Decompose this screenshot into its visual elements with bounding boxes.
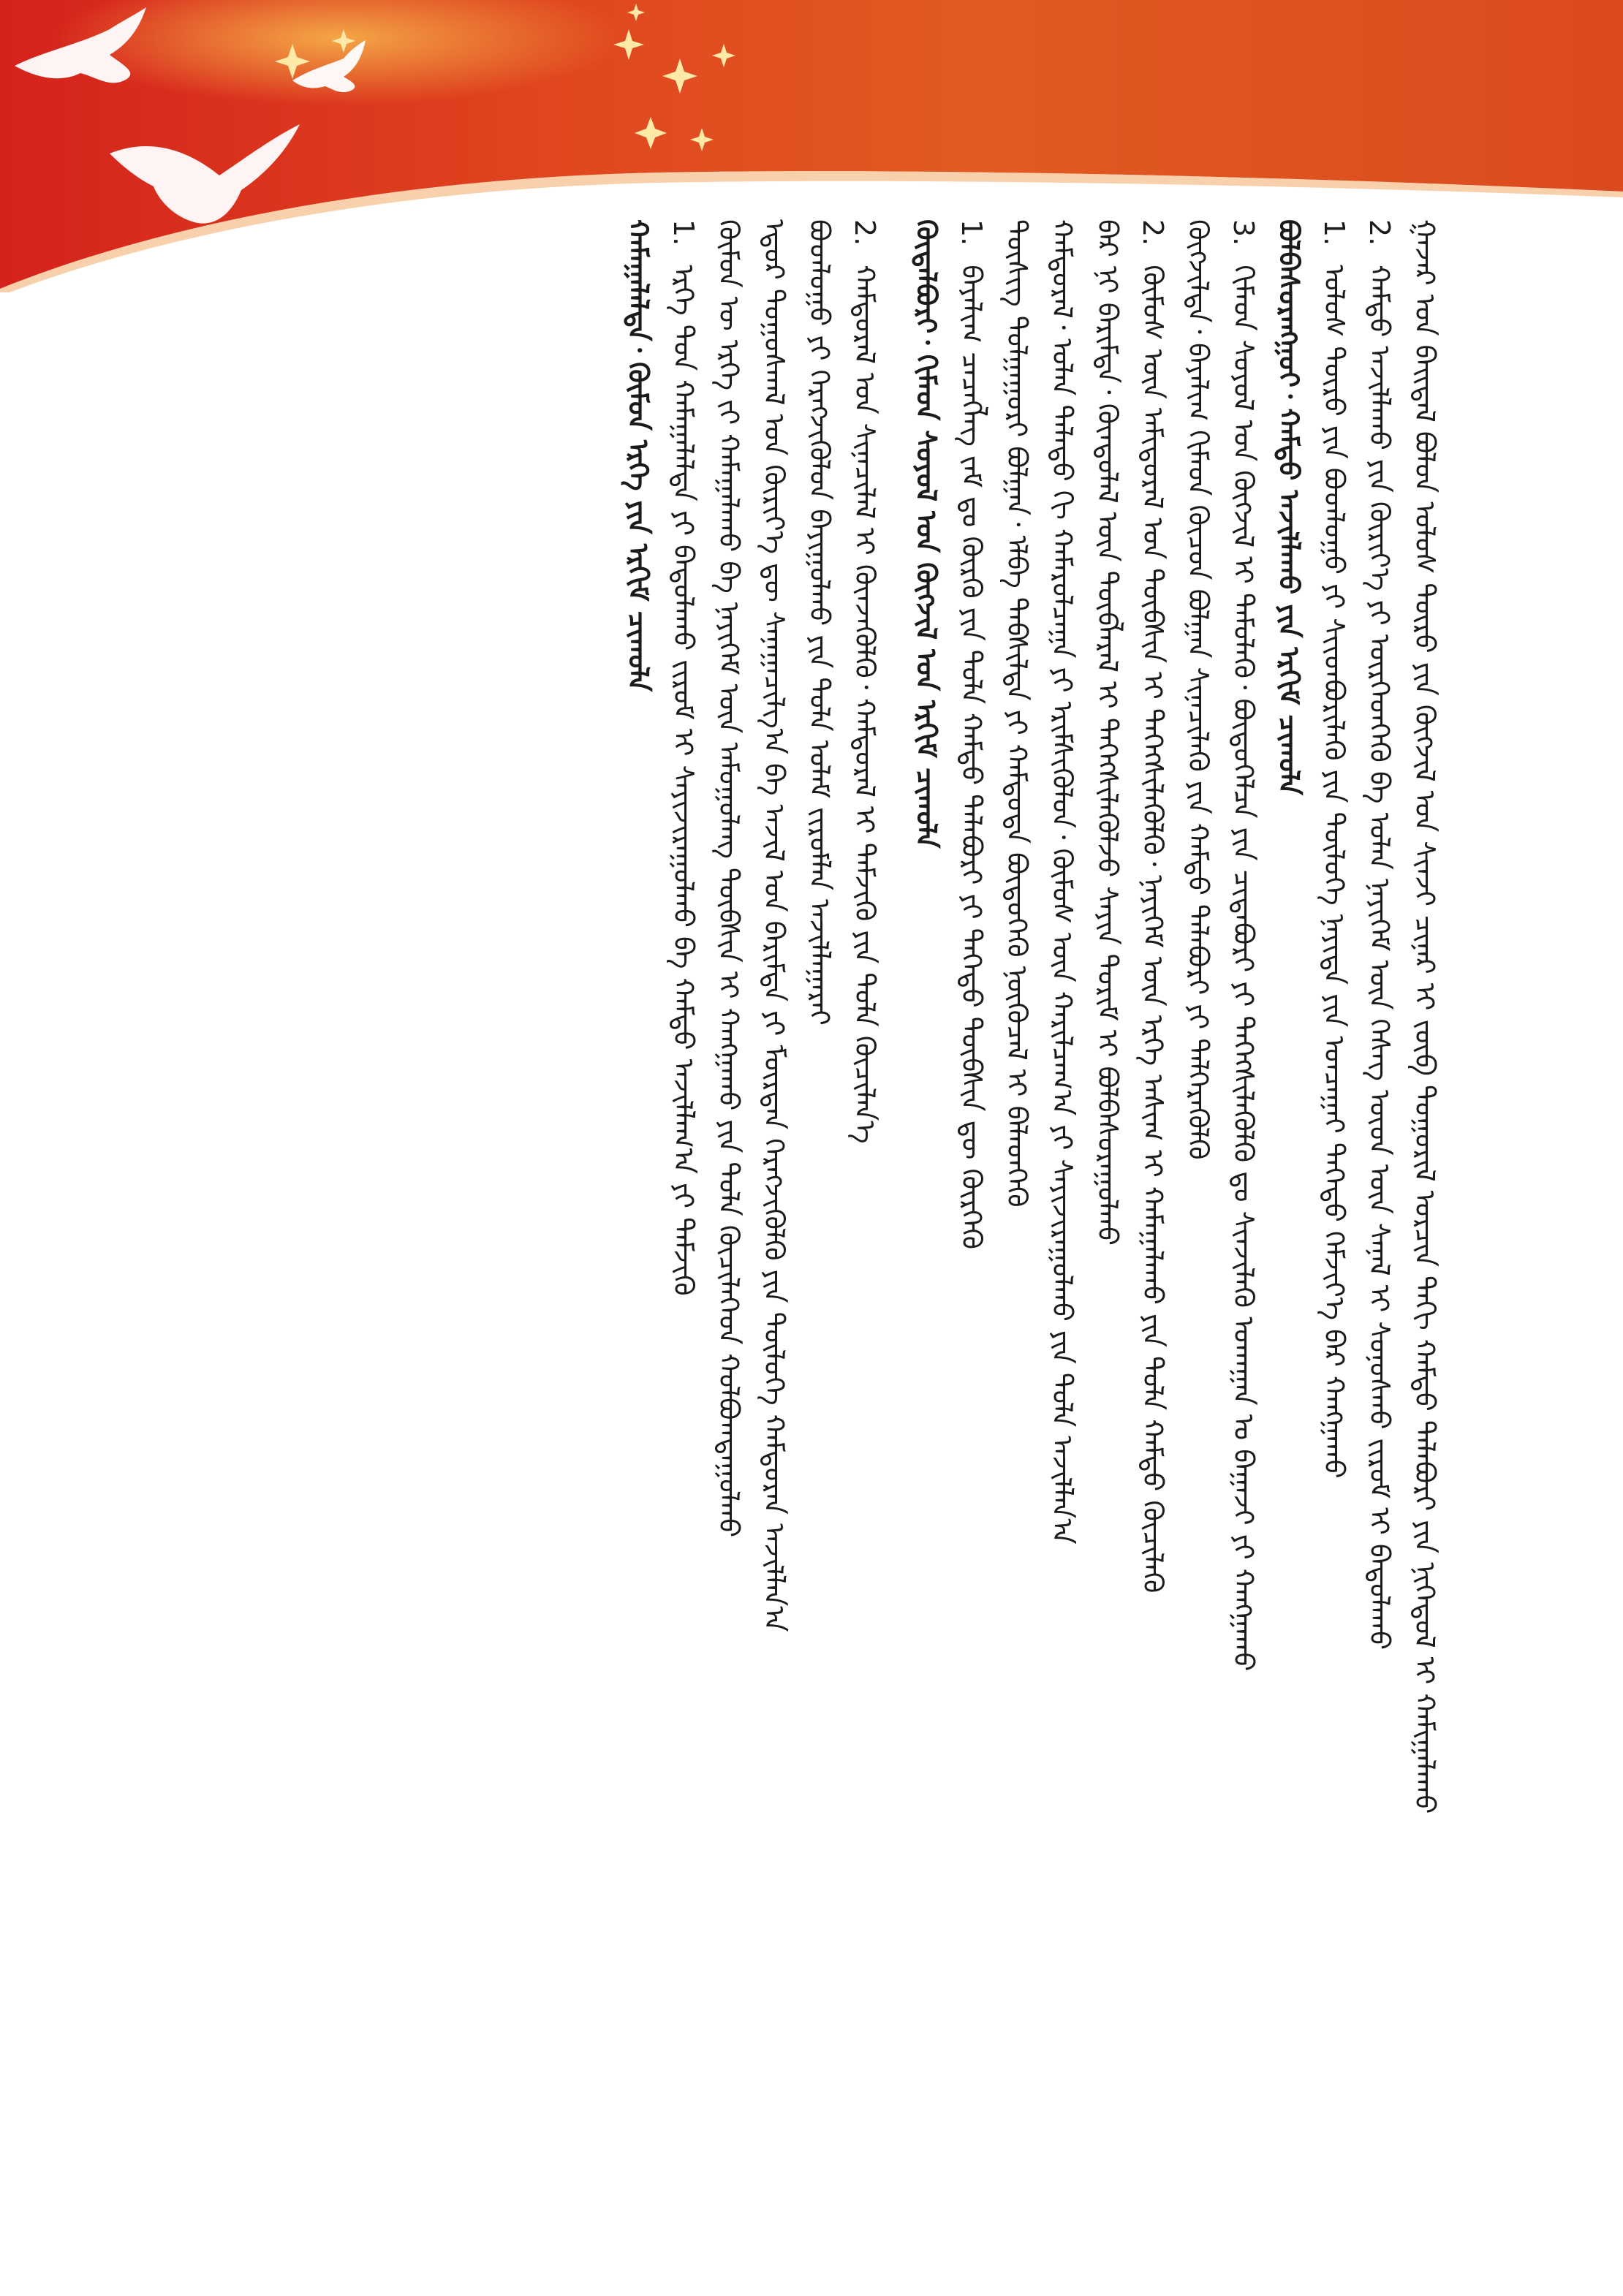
text-column	[949, 219, 994, 2120]
column-text: ᠡᠳ᠋ᠦᠷ ᠲᠤᠭᠤᠰᠭᠠᠯ ᠤᠨ ᠬᠦᠷᠢᠶ᠎ᠡ ᠳᠦ ᠰᠠᠨᠠᠭᠠᠴᠢᠯᠭ᠎ᠠ ᠪᠠ ᠠᠵᠢᠯ ᠤᠨ ᠪᠠᠷᠢᠮᠲᠠ ᠶᠢ ᠮᠥᠷᠳᠡᠨ ᠬᠡᠷᠡᠭᠵᠢᠭᠦᠯᠬᠦ ᠶᠢᠨ ᠲᠥᠯᠦᠭᠡ ᠬᠠᠮᠲᠤᠷᠠᠨ ᠠᠵᠢᠯᠯᠠᠨ᠎ᠠ	[758, 219, 790, 1632]
text-column	[661, 219, 706, 2120]
column-text: ᠬᠦᠮᠦᠰ ᠦᠨ ᠠᠮᠢᠳᠤᠷᠠᠯ ᠤᠨ ᠲᠦᠪᠰᠢᠨ ᠢ ᠳᠡᠭᠡᠭᠰᠢᠯᠡᠭᠦᠯᠬᠦ᠂ ᠨᠡᠶᠢᠭᠡᠮ ᠦᠨ ᠡᠷᠬᠡ ᠠᠰᠢᠭ ᠢ ᠬᠠᠮᠠᠭᠠᠯᠠᠬᠤ ᠶᠢᠨ ᠲᠤᠯᠠ ᠬᠠᠮᠲᠤ ᠬᠦᠴᠢᠯᠡᠬᠦ	[1137, 265, 1169, 1594]
column-text: ᠬᠠᠮᠲᠤᠷᠠᠯ᠂ ᠣᠯᠠᠨ ᠲᠠᠯᠠᠲᠤ ᠭᠢ ᠬᠠᠮᠠᠷᠤᠯᠴᠠᠭᠠ ᠶᠢ ᠡᠷᠢᠮᠰᠢᠭᠦᠯᠦᠨ᠂ ᠬᠦᠮᠦᠰ ᠦᠨ ᠬᠠᠷᠢᠯᠴᠠᠭ᠎ᠠ ᠶᠢ ᠰᠠᠶᠢᠵᠢᠷᠠᠭᠤᠯᠬᠤ ᠶᠢᠨ ᠲᠤᠯᠠ ᠠᠵᠢᠯᠯᠠᠨ᠎ᠠ	[1046, 219, 1078, 1545]
column-text: ᠪᠣᠯᠪᠠᠰᠤᠷᠠᠩᠭᠤᠢ᠂ ᠬᠠᠮᠲᠤ ᠠᠵᠢᠯᠯᠠᠬᠤ ᠶᠢᠨ ᠡᠷᠬᠢᠮ ᠴᠢᠬᠤᠯᠠ	[1273, 219, 1305, 795]
text-column	[1312, 219, 1357, 2120]
text-column	[1130, 219, 1176, 2120]
item-number: 1.	[667, 219, 700, 246]
section-heading	[904, 219, 949, 2120]
text-column	[1176, 219, 1221, 2120]
column-text: ᠭᠠᠵᠠᠷ ᠤᠨ ᠪᠠᠢᠳᠠᠯ ᠪᠣᠯᠣᠨ ᠤᠯᠤᠰ ᠲᠥᠷᠦ ᠶᠢᠨ ᠬᠥᠭᠵᠢᠯ ᠤᠨ ᠰᠢᠨᠵᠢ ᠴᠢᠨᠠᠷ ᠢ ᠵᠥᠪ ᠲᠣᠭᠣᠷᠢᠯ ᠣᠷᠴᠢᠨ ᠳᠠᠬᠢ ᠬᠠᠮᠲᠤ ᠲᠠᠯᠠᠪᠤᠷᠢ ᠶᠢᠨ ᠨᠢᠭᠡᠳᠦᠯ ᠢ ᠬᠠᠮᠢᠭᠠᠯᠠᠬᠤ	[1409, 219, 1441, 1814]
column-text: ᠪᠡᠷ ᠨᠢ ᠪᠠᠷᠢᠮᠲᠠ᠂ ᠬᠦᠨᠳᠦᠯᠡᠯ ᠦᠨ ᠲᠥᠪᠯᠡᠷᠡᠯ ᠢ ᠳᠡᠭᠡᠭᠰᠢᠯᠡᠭᠦᠯᠵᠦ ᠰᠠᠶᠢᠨ ᠲᠣᠷᠢᠮ ᠢ ᠪᠣᠯᠪᠠᠰᠤᠷᠠᠭᠤᠯᠬᠤ	[1092, 219, 1124, 1246]
text-column	[752, 219, 797, 2120]
item-number: 2.	[1363, 219, 1396, 246]
item-number: 1.	[956, 219, 988, 246]
column-text: ᠪᠣᠳᠯᠣᠭᠣ ᠶᠢ ᠬᠡᠷᠡᠭᠵᠢᠭᠦᠯᠦᠨ ᠪᠠᠶᠢᠭᠤᠯᠬᠤ ᠶᠢᠨ ᠲᠤᠯᠠ ᠤᠯᠠᠮ ᠵᠢᠷᠤᠮᠯᠠᠨ ᠠᠵᠢᠯᠯᠠᠭᠠᠷᠠᠢ	[803, 219, 836, 1026]
text-column	[842, 219, 888, 2120]
column-text: ᠡᠷᠬᠡ ᠳᠤᠨ ᠬᠠᠮᠠᠭᠠᠯᠠᠯᠲᠠ ᠶᠢ ᠪᠠᠲᠤᠯᠠᠬᠤ ᠵᠢᠷᠤᠮ ᠢ ᠰᠠᠶᠢᠵᠢᠷᠠᠭᠤᠯᠬᠤ ᠪᠠ ᠬᠠᠮᠲᠤ ᠠᠵᠢᠯᠯᠠᠭ᠎ᠠ ᠶᠢ ᠳᠡᠮᠵᠢᠬᠦ	[667, 265, 700, 1296]
column-text: ᠬᠢᠮᠠᠳ ᠰᠣᠶᠣᠯ ᠤᠨ ᠬᠥᠭᠵᠢᠯ ᠢ ᠲᠡᠮᠦᠯᠡᠬᠦ᠂ ᠪᠦᠲᠦᠭᠡᠯᠴᠡ ᠶᠢᠨ ᠴᠢᠳᠠᠪᠤᠷᠢ ᠶᠢ ᠳᠡᠭᠡᠭᠰᠢᠯᠡᠭᠦᠯᠬᠦ ᠳᠤ ᠰᠢᠨᠵᠢᠯᠡᠬᠦ ᠤᠬᠠᠭᠠᠨ ᠤ ᠪᠠᠭᠠᠵᠢ ᠶᠢ ᠬᠠᠩᠭᠠᠬᠤ	[1227, 265, 1260, 1672]
column-text: ᠬᠥᠭᠵᠢᠯᠲᠡ᠂ ᠪᠠᠶᠠᠯᠢᠭ ᠬᠢᠮᠠᠳ ᠬᠦᠴᠦᠨ ᠪᠣᠯᠭᠠᠨ ᠰᠢᠨᠡᠴᠢᠯᠡᠬᠦ ᠶᠢᠨ ᠬᠠᠮᠲᠤ ᠲᠠᠯᠠᠪᠤᠷᠢ ᠶᠢ ᠳᠡᠯᠭᠡᠷᠡᠭᠦᠯᠬᠦ	[1182, 219, 1214, 1160]
vertical-text-body	[205, 219, 1448, 2120]
item-number: 2.	[849, 219, 881, 246]
column-text: ᠬᠠᠮᠲᠤᠷᠠᠯ ᠤᠨ ᠰᠢᠨᠡᠴᠢᠯᠡᠯ ᠢ ᠭᠦᠨᠵᠡᠭᠦᠯᠬᠦ᠂ ᠬᠠᠮᠲᠤᠷᠠᠯ ᠢ ᠳᠡᠮᠵᠢᠬᠦ ᠶᠢᠨ ᠲᠤᠯᠠ ᠬᠦᠴᠢᠯᠡᠨ᠎ᠡ	[849, 265, 881, 1144]
item-number: 1.	[1318, 219, 1350, 246]
column-text: ᠬᠦᠳᠡᠯᠪᠦᠷᠢ᠂ ᠬᠢᠮᠠᠳ ᠰᠣᠶᠣᠯ ᠤᠨ ᠬᠥᠭᠵᠢᠯ ᠤᠨ ᠡᠷᠬᠢᠮ ᠴᠢᠬᠤᠯᠠ	[910, 219, 942, 849]
column-text: ᠤᠯᠤᠰ ᠲᠥᠷᠦ ᠶᠢᠨ ᠪᠣᠳᠯᠣᠭᠣ ᠶᠢ ᠰᠢᠢᠳᠪᠦᠷᠢᠯᠡᠬᠦ ᠶᠢᠨ ᠲᠥᠯᠦᠭᠡ ᠨᠡᠶᠢᠲᠡ ᠶᠢᠨ ᠤᠨᠴᠠᠭᠠᠢ ᠳᠡᠭᠡᠳᠦ ᠬᠡᠮᠵᠢᠶ᠎ᠡ ᠪᠡᠷ ᠬᠠᠩᠭᠠᠬᠤ	[1318, 265, 1350, 1479]
text-column	[1085, 219, 1130, 2120]
section-heading	[1266, 219, 1312, 2120]
item-number: 3.	[1227, 219, 1260, 246]
text-column	[994, 219, 1040, 2120]
text-column	[1221, 219, 1266, 2120]
text-column	[1357, 219, 1402, 2120]
item-number: 2.	[1137, 219, 1169, 246]
text-column	[1402, 219, 1448, 2120]
text-column	[797, 219, 842, 2120]
column-text: ᠬᠠᠮᠲᠤ ᠠᠵᠢᠯᠯᠠᠬᠤ ᠶᠢᠨ ᠬᠦᠷᠢᠶ᠎ᠡ ᠶᠢ ᠥᠷᠭᠡᠳᠭᠡᠬᠦ ᠪᠠ ᠣᠯᠠᠨ ᠨᠡᠶᠢᠭᠡᠮ ᠦᠨ ᠬᠡᠰᠡᠭ ᠦᠳ ᠦᠨ ᠰᠠᠨᠠᠯ ᠢ ᠰᠣᠨᠣᠰᠬᠤ ᠵᠢᠷᠤᠮ ᠢ ᠪᠠᠲᠤᠯᠠᠬᠤ	[1363, 265, 1396, 1651]
column-text: ᠬᠠᠮᠠᠭᠠᠯᠠᠯᠲᠠ᠂ ᠬᠦᠮᠦᠨ ᠡᠷᠬᠡ ᠶᠢᠨ ᠡᠷᠬᠢᠮ ᠴᠢᠬᠤᠯᠠ	[622, 219, 654, 692]
text-column	[1040, 219, 1085, 2120]
column-text: ᠪᠠᠶᠠᠯᠢᠭ ᠴᠡᠴᠡᠭᠯᠡᠭ ᠵᠠᠮ ᠳᠤ ᠬᠦᠷᠬᠦ ᠶᠢᠨ ᠲᠤᠯᠠ ᠬᠠᠮᠲᠤ ᠲᠠᠯᠠᠪᠤᠷᠢ ᠶᠢ ᠳᠡᠭᠡᠳᠦ ᠲᠦᠪᠰᠢᠨ ᠳᠦ ᠬᠦᠷᠭᠡᠬᠦ	[956, 265, 988, 1250]
column-text: ᠬᠦᠮᠦᠨ ᠦ ᠡᠷᠬᠡ ᠵᠢ ᠬᠠᠮᠠᠭᠠᠯᠠᠬᠤ ᠪᠠ ᠨᠡᠶᠢᠭᠡᠮ ᠦᠨ ᠠᠮᠤᠭᠤᠯᠠᠩ ᠲᠦᠪᠰᠢᠨ ᠢ ᠬᠠᠩᠭᠠᠬᠤ ᠶᠢᠨ ᠲᠤᠯᠠ ᠬᠦᠴᠢᠯᠡᠭᠡᠳ ᠬᠣᠯᠪᠣᠭᠳᠠᠭᠤᠯᠬᠤ	[713, 219, 745, 1538]
section-heading	[616, 219, 661, 2120]
column-text: ᠲᠦᠰᠢᠭ ᠲᠤᠯᠭᠠᠭᠤᠷᠢ ᠪᠤᠯᠭᠠᠨ᠂ ᠡᠯᠪᠡ ᠳᠡᠪᠰᠢᠯᠲᠡ ᠶᠢ ᠬᠠᠮᠲᠤᠳᠠ ᠪᠦᠲᠦᠭᠡᠬᠦ ᠨᠥᠬᠦᠴᠡᠯ ᠢ ᠪᠡᠯᠡᠳᠬᠡᠬᠦ	[1001, 219, 1033, 1208]
text-column	[706, 219, 752, 2120]
